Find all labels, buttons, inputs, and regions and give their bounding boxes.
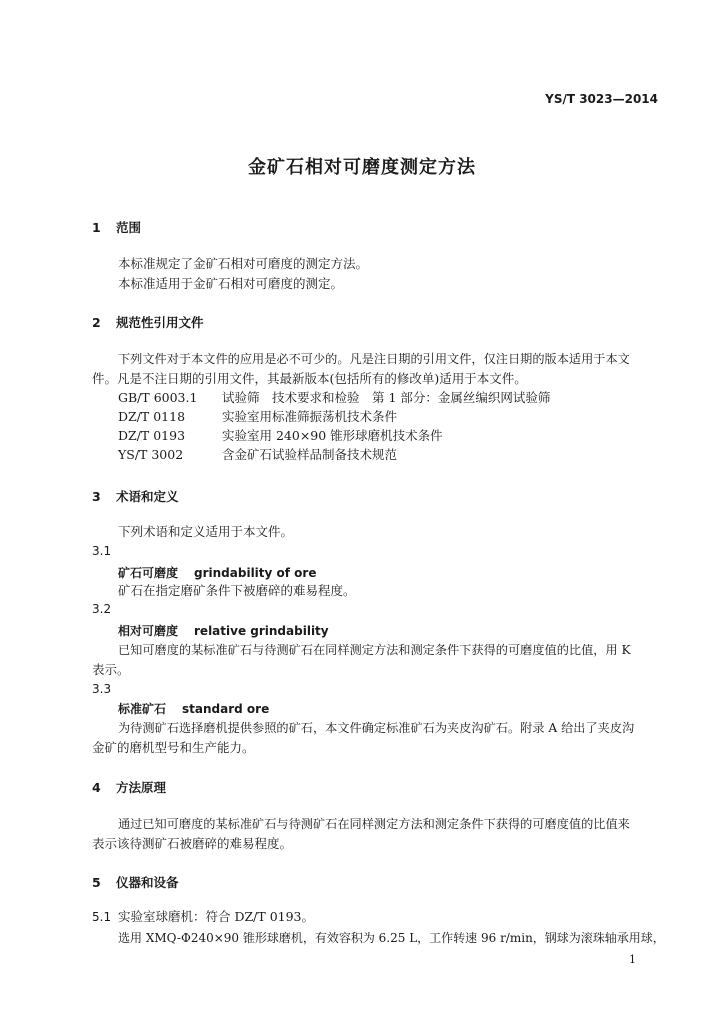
standard-code: YS/T 3023—2014 [545, 92, 658, 106]
paragraph: 通过已知可磨度的某标准矿石与待测矿石在同样测定方法和测定条件下获得的可磨度值的比值来 [118, 817, 630, 831]
term-en: grindability of ore [194, 566, 317, 580]
term-en: standard ore [182, 702, 270, 716]
page-title: 金矿石相对可磨度测定方法 [248, 157, 476, 178]
reference-title: 实验室用标准筛振荡机技术条件 [222, 409, 398, 424]
section-title: 仪器和设备 [116, 875, 179, 890]
section-number: 4 [92, 780, 101, 795]
reference-code: GB/T 6003.1 [118, 390, 198, 405]
paragraph: 本标准规定了金矿石相对可磨度的测定方法。 [118, 256, 369, 271]
subsection-number: 5.1 [92, 910, 112, 924]
section-heading-2 [92, 313, 204, 331]
term-heading [118, 700, 269, 717]
section-heading-5 [92, 873, 179, 891]
section-heading-4 [92, 778, 166, 796]
reference-code: YS/T 3002 [118, 447, 184, 462]
paragraph: 下列文件对于本文件的应用是必不可少的。凡是注日期的引用文件，仅注日期的版本适用于本文 [118, 352, 630, 366]
section-number: 1 [92, 220, 101, 235]
section-title: 方法原理 [116, 780, 167, 795]
paragraph: 选用 XMQ-Φ240×90 锥形球磨机，有效容积为 6.25 L，工作转速 96 r/min，钢球为滚珠轴承用球， [118, 931, 665, 945]
term-zh: 矿石可磨度 [118, 566, 179, 580]
reference-code: DZ/T 0118 [118, 409, 186, 424]
term-definition: 为待测矿石选择磨机提供参照的矿石，本文件确定标准矿石为夹皮沟矿石。附录 A 给出了夹皮沟 [118, 721, 635, 735]
section-number: 2 [92, 315, 101, 330]
term-en: relative grindability [194, 624, 329, 638]
paragraph: 本标准适用于金矿石相对可磨度的测定。 [118, 276, 344, 291]
section-title: 规范性引用文件 [116, 315, 204, 330]
paragraph: 下列术语和定义适用于本文件。 [118, 524, 294, 539]
section-number: 3 [92, 489, 101, 504]
term-heading [118, 622, 329, 639]
term-number: 3.1 [92, 544, 112, 558]
reference-item [118, 445, 397, 465]
paragraph: 表示该待测矿石被磨碎的难易程度。 [92, 836, 293, 851]
term-number: 3.2 [92, 602, 112, 616]
section-heading-3 [92, 487, 179, 505]
subsection [92, 907, 314, 927]
section-number: 5 [92, 875, 101, 890]
paragraph: 件。凡是不注日期的引用文件，其最新版本(包括所有的修改单)适用于本文件。 [92, 371, 527, 386]
reference-title: 含金矿石试验样品制备技术规范 [222, 447, 398, 462]
term-zh: 标准矿石 [118, 702, 167, 716]
reference-item [118, 426, 443, 446]
reference-title: 试验筛 技术要求和检验 第 1 部分：金属丝编织网试验筛 [222, 390, 551, 405]
section-heading-1 [92, 218, 141, 236]
term-heading [118, 564, 316, 581]
term-definition: 矿石在指定磨矿条件下被磨碎的难易程度。 [118, 583, 356, 598]
section-title: 术语和定义 [116, 489, 179, 504]
reference-item [118, 388, 550, 408]
section-title: 范围 [116, 220, 142, 235]
page-number: 1 [629, 953, 636, 966]
reference-title: 实验室用 240×90 锥形球磨机技术条件 [222, 428, 443, 443]
reference-item [118, 407, 397, 427]
term-definition: 已知可磨度的某标准矿石与待测矿石在同样测定方法和测定条件下获得的可磨度值的比值，用 K [118, 643, 631, 657]
term-number: 3.3 [92, 682, 112, 696]
term-definition: 金矿的磨机型号和生产能力。 [92, 740, 255, 755]
subsection-text: 实验室球磨机：符合 DZ/T 0193。 [118, 909, 315, 924]
term-zh: 相对可磨度 [118, 624, 179, 638]
term-definition: 表示。 [92, 662, 130, 677]
reference-code: DZ/T 0193 [118, 428, 186, 443]
